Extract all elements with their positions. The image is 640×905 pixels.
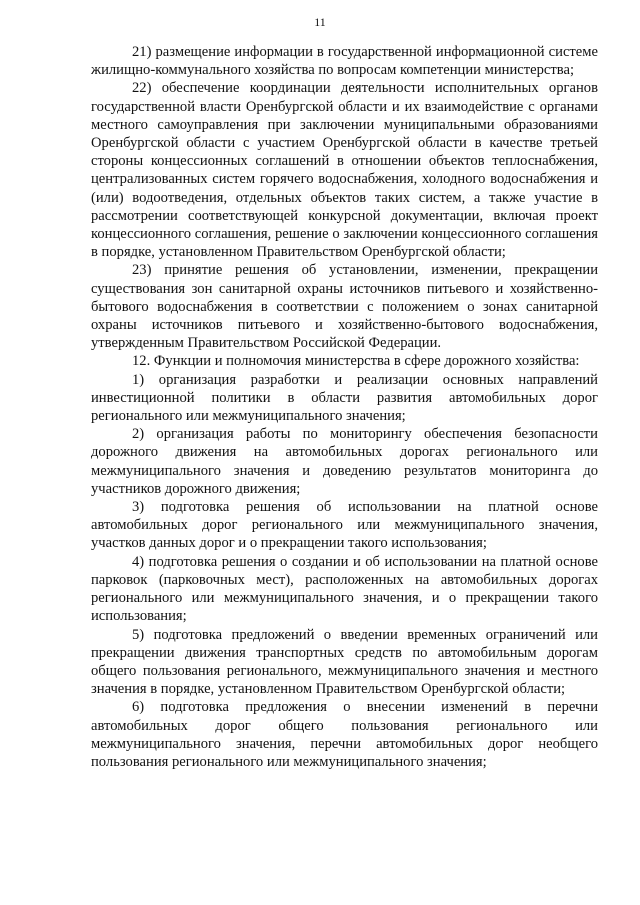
- paragraph-item-21: 21) размещение информации в государственной информационной системе жилищно-коммунального хозяйства по вопросам компетенции министерства;: [91, 44, 598, 79]
- paragraph-item-6: 6) подготовка предложения о внесении изменений в перечни автомобильных дорог общего пользования регионального или межмуниципального значения, перечни автомобильных дорог необщего пользования регионального или межмуниципального значения;: [91, 699, 598, 770]
- page-number: 11: [314, 15, 326, 29]
- paragraph-item-3: 3) подготовка решения об использовании на платной основе автомобильных дорог регионального или межмуниципального значения, участков данных дорог и о прекращении такого использования;: [91, 499, 598, 552]
- paragraph-item-23: 23) принятие решения об установлении, изменении, прекращении существования зон санитарной охраны источников питьевого и хозяйственно-бытового водоснабжения в соответствии с положением о зонах санитарной охраны источников питьевого и хозяйственно-бытового водоснабжения, утвержденным Правительством Российской Федерации.: [91, 262, 598, 352]
- document-body: [91, 43, 598, 771]
- paragraph-item-1: 1) организация разработки и реализации основных направлений инвестиционной политики в области развития автомобильных дорог регионального или межмуниципального значения;: [91, 371, 598, 425]
- paragraph-item-5: 5) подготовка предложений о введении временных ограничений или прекращении движения транспортных средств по автомобильным дорогам общего пользования регионального, межмуниципального значения и местного значения в порядке, установленном Правительством Оренбургской области;: [91, 626, 598, 698]
- paragraph-item-2: 2) организация работы по мониторингу обеспечения безопасности дорожного движения на автомобильных дорогах регионального или межмуниципального значения и доведению результатов мониторинга до участников дорожного движения;: [91, 426, 598, 497]
- section-12-heading: 12. Функции и полномочия министерства в сфере дорожного хозяйства:: [132, 353, 580, 370]
- paragraph-item-22: 22) обеспечение координации деятельности исполнительных органов государственной власти Оренбургской области и их взаимодействие с органами местного самоуправления при заключении муниципальными образованиями Оренбургской области с участием Оренбургской области в качестве третьей стороны концессионных соглашений в отношении объектов теплоснабжения, централизованных систем горячего водоснабжения, холодного водоснабжения и (или) водоотведения, отдельных объектов таких систем, а также участие в рассмотрении соответствующей конкурсной документации, включая проект концессионного соглашения, решение о заключении концессионного соглашения в порядке, установленном Правительством Оренбургской области;: [91, 80, 598, 261]
- paragraph-item-4: 4) подготовка решения о создании и об использовании на платной основе парковок (парковочных мест), расположенных на автомобильных дорогах регионального или межмуниципального значения, и о прекращении такого использования;: [91, 553, 598, 625]
